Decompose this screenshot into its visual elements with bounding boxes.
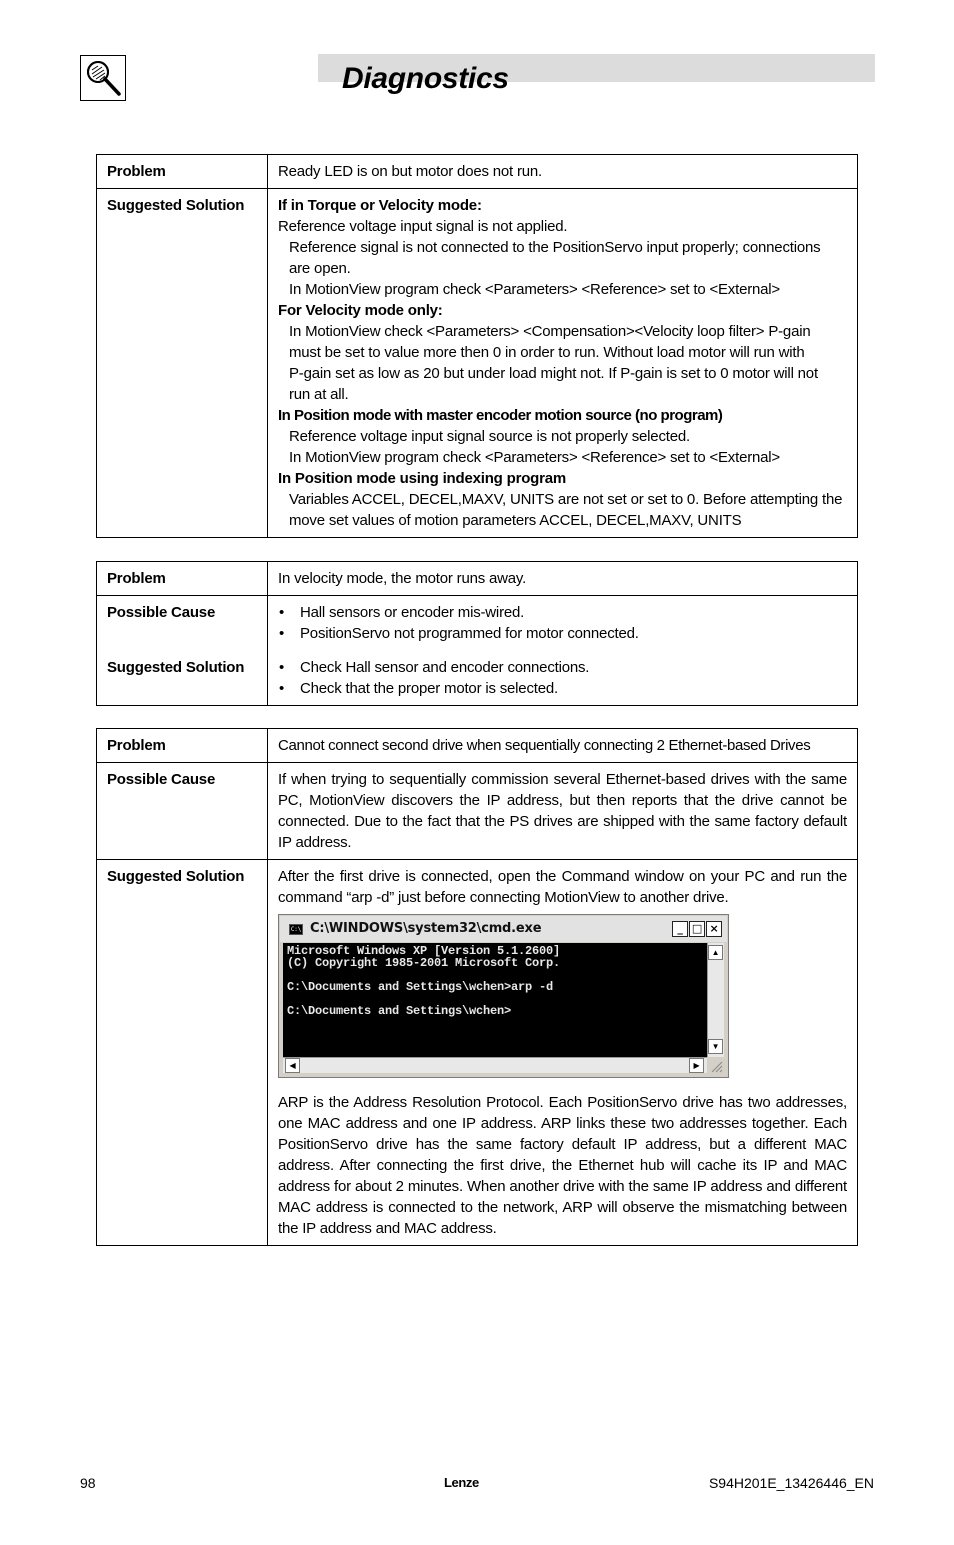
cause-label: Possible Cause — [107, 604, 216, 621]
console-line: (C) Copyright 1985-2001 Microsoft Corp. — [287, 956, 561, 970]
solution-list — [278, 657, 847, 699]
page-number: 98 — [80, 1475, 96, 1491]
solution-line: In MotionView program check <Parameters> <Reference> set to <External> — [289, 449, 780, 466]
scroll-down-icon: ▼ — [708, 1039, 723, 1054]
close-button: × — [706, 921, 722, 937]
solution-cell — [268, 860, 858, 1246]
solution-line: Reference signal is not connected to the PositionServo input properly; connections — [289, 239, 821, 256]
solution-line: Reference voltage input signal is not applied. — [278, 218, 568, 235]
cmd-console — [283, 943, 707, 1057]
solution-heading: In Position mode with master encoder motion source (no program) — [278, 407, 723, 424]
cmd-title-bar — [280, 916, 727, 942]
console-line: C:\Documents and Settings\wchen> — [287, 1004, 512, 1018]
solution-line: are open. — [289, 260, 351, 277]
scroll-right-icon: ▶ — [689, 1058, 704, 1073]
table-row — [97, 155, 858, 189]
table-row — [97, 562, 858, 596]
table-row — [97, 729, 858, 763]
solution-body: ARP is the Address Resolution Protocol. Each PositionServo drive has two addresses, one MAC address and one IP address. ARP links these two addresses together. Each PositionServo drive has the same factory default IP address, but a different MAC address. After connecting the first drive, the Ethernet hub will cache its IP and MAC address for about 2 minutes. When another drive with the same IP address and different MAC address is connected to the network, ARP will observe the mismatching between the IP address and MAC address. — [278, 1094, 847, 1237]
solution-cell — [268, 189, 858, 538]
list-item: • Hall sensors or encoder mis-wired. — [278, 602, 847, 623]
solution-line: Variables ACCEL, DECEL,MAXV, UNITS are not set or set to 0. Before attempting the — [289, 491, 843, 508]
solution-label: Suggested Solution — [97, 860, 268, 1246]
minimize-button: _ — [672, 921, 688, 937]
page-title: Diagnostics — [342, 62, 509, 95]
horizontal-scrollbar — [283, 1057, 707, 1073]
solution-line: must be set to value more then 0 in order to run. Without load motor will run with — [289, 344, 805, 361]
table-row — [97, 189, 858, 538]
list-item: • Check that the proper motor is selected. — [278, 678, 847, 699]
solution-line: In MotionView check <Parameters> <Compensation><Velocity loop filter> P-gain — [289, 323, 811, 340]
maximize-button: □ — [689, 921, 705, 937]
magnifier-icon — [80, 55, 126, 101]
cause-text: If when trying to sequentially commission several Ethernet-based drives with the same PC, MotionView discovers the IP address, but then reports that the drive cannot be connected. Due to the fact that the PS drives are shipped with the same factory default IP address. — [268, 763, 858, 860]
table-ethernet-drives — [96, 728, 858, 1246]
scroll-up-icon: ▲ — [708, 945, 723, 960]
problem-text: Ready LED is on but motor does not run. — [268, 155, 858, 189]
cause-list — [278, 602, 847, 644]
document-id: S94H201E_13426446_EN — [708, 1475, 874, 1491]
console-line: C:\Documents and Settings\wchen>arp -d — [287, 980, 554, 994]
cmd-window-title: C:\WINDOWS\system32\cmd.exe — [310, 921, 542, 936]
vertical-scrollbar — [707, 943, 724, 1057]
table-velocity-runaway — [96, 561, 858, 706]
console-line: Microsoft Windows XP [Version 5.1.2600] — [287, 944, 561, 958]
solution-intro: After the first drive is connected, open the Command window on your PC and run the command “arp -d” just before connecting MotionView to another drive. — [278, 868, 847, 906]
cause-label: Possible Cause — [97, 763, 268, 860]
cause-solution-labels — [97, 596, 268, 706]
solution-label: Suggested Solution — [97, 189, 268, 538]
scroll-left-icon: ◀ — [285, 1058, 300, 1073]
table-row — [97, 763, 858, 860]
solution-label: Suggested Solution — [107, 659, 245, 676]
problem-label: Problem — [97, 155, 268, 189]
brand-logo: Lenze — [444, 1475, 479, 1490]
solution-heading: If in Torque or Velocity mode: — [278, 197, 482, 214]
solution-line: In MotionView program check <Parameters> <Reference> set to <External> — [289, 281, 780, 298]
cmd-window-screenshot — [278, 914, 729, 1078]
solution-line: run at all. — [289, 386, 349, 403]
table-row — [97, 596, 858, 706]
table-row — [97, 860, 858, 1246]
list-item: • Check Hall sensor and encoder connections. — [278, 657, 847, 678]
solution-line: P-gain set as low as 20 but under load might not. If P-gain is set to 0 motor will not — [289, 365, 818, 382]
resize-grip-icon — [709, 1059, 723, 1073]
problem-text: In velocity mode, the motor runs away. — [268, 562, 858, 596]
problem-text: Cannot connect second drive when sequentially connecting 2 Ethernet-based Drives — [268, 729, 858, 763]
cmd-icon: C:\ — [290, 926, 302, 933]
solution-line: Reference voltage input signal source is not properly selected. — [289, 428, 690, 445]
solution-heading: In Position mode using indexing program — [278, 470, 567, 487]
problem-label: Problem — [97, 562, 268, 596]
problem-label: Problem — [97, 729, 268, 763]
solution-line: move set values of motion parameters ACCEL, DECEL,MAXV, UNITS — [289, 512, 742, 529]
cause-solution-cell — [268, 596, 858, 706]
list-item: • PositionServo not programmed for motor connected. — [278, 623, 847, 644]
table-ready-led — [96, 154, 858, 538]
solution-heading: For Velocity mode only: — [278, 302, 443, 319]
